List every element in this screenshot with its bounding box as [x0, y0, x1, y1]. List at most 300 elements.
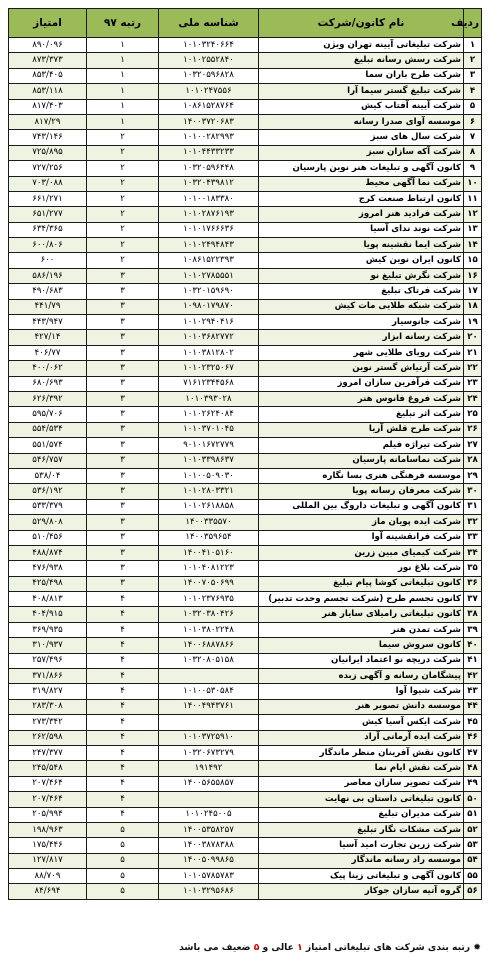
table-row [9, 191, 482, 206]
cell-company-name: کانون تبلیغاتی رامیلای سایار هنر [259, 607, 464, 622]
cell-score: ۵۴۶/۷۵۷ [9, 453, 87, 468]
cell-rank: ۲ [87, 176, 159, 191]
cell-score: ۱۹۸/۹۶۳ [9, 822, 87, 837]
table-row [9, 376, 482, 391]
cell-rank: ۲ [87, 253, 159, 268]
cell-row-number: ۱۱ [464, 191, 482, 206]
cell-national-id: ۱۴۰۰۵۳۵۸۲۵۷ [159, 822, 259, 837]
cell-rank: ۱ [87, 53, 159, 68]
cell-national-id: ۱۴۰۰۶۸۸۷۸۶۶ [159, 638, 259, 653]
cell-row-number: ۱۲ [464, 207, 482, 222]
cell-rank: ۳ [87, 391, 159, 406]
cell-row-number: ۱۳ [464, 222, 482, 237]
header-row-number: ردیف [464, 9, 482, 38]
cell-national-id: ۱۴۰۰۳۷۲۰۶۸۳ [159, 114, 259, 129]
cell-rank: ۱ [87, 114, 159, 129]
cell-rank: ۳ [87, 422, 159, 437]
table-row [9, 884, 482, 899]
cell-company-name: شرکت طرح قلش آریا [259, 422, 464, 437]
cell-rank: ۴ [87, 715, 159, 730]
header-national-id: شناسه ملی [159, 9, 259, 38]
cell-row-number: ۳۸ [464, 607, 482, 622]
table-row [9, 68, 482, 83]
cell-rank: ۱ [87, 84, 159, 99]
table-row [9, 807, 482, 822]
footnote-best-value: ۱ [297, 942, 303, 953]
cell-company-name: شرکت فروغ فانوس هنر [259, 391, 464, 406]
table-row [9, 176, 482, 191]
cell-rank: ۴ [87, 669, 159, 684]
cell-row-number: ۲۶ [464, 422, 482, 437]
cell-score: ۵۹۵/۷۰۶ [9, 407, 87, 422]
cell-row-number: ۱۹ [464, 315, 482, 330]
cell-score: ۴۹۰/۶۸۳ [9, 284, 87, 299]
cell-rank: ۴ [87, 592, 159, 607]
cell-rank: ۲ [87, 207, 159, 222]
cell-national-id: ۱۹۱۴۹۲ [159, 761, 259, 776]
cell-rank: ۵ [87, 869, 159, 884]
cell-company-name: شرکت ایما نقشینه پویا [259, 238, 464, 253]
cell-row-number: ۳۹ [464, 622, 482, 637]
cell-national-id: ۱۴۰۰۳۳۵۵۷۰ [159, 515, 259, 530]
cell-rank: ۲ [87, 145, 159, 160]
table-row [9, 238, 482, 253]
table-row [9, 222, 482, 237]
cell-national-id: ۱۰۱۰۳۶۸۲۷۷۲ [159, 330, 259, 345]
cell-score: ۶۶۱/۲۷۱ [9, 191, 87, 206]
cell-company-name: کانون آگهی و تبلیغات داروگ بین المللی [259, 499, 464, 514]
table-row [9, 669, 482, 684]
cell-row-number: ۸ [464, 145, 482, 160]
cell-rank: ۴ [87, 761, 159, 776]
table-row [9, 776, 482, 791]
cell-national-id: ۱۰۱۰۲۹۴۰۴۱۶ [159, 315, 259, 330]
cell-rank: ۱ [87, 68, 159, 83]
cell-score: ۸۵۳/۴۰۵ [9, 68, 87, 83]
cell-row-number: ۴۶ [464, 730, 482, 745]
cell-company-name: شرکت آکه سازان سبز [259, 145, 464, 160]
cell-score: ۷۰۳/۰۸۸ [9, 176, 87, 191]
cell-row-number: ۱۷ [464, 284, 482, 299]
cell-rank: ۳ [87, 345, 159, 360]
table-row [9, 622, 482, 637]
cell-national-id: ۱۴۰۰۳۵۹۶۵۴ [159, 530, 259, 545]
table-row [9, 253, 482, 268]
cell-company-name: گروه آتیه سازان جوکار [259, 884, 464, 899]
table-row [9, 453, 482, 468]
cell-row-number: ۱۸ [464, 299, 482, 314]
cell-score: ۵۵۴/۵۳۴ [9, 422, 87, 437]
cell-national-id: ۱۴۰۰۵۶۵۵۸۵۷ [159, 776, 259, 791]
cell-rank: ۴ [87, 653, 159, 668]
footnote-prefix: ✹ رتبه بندی شرکت های تبلیغاتی امتیاز [302, 942, 481, 953]
table-row [9, 315, 482, 330]
cell-rank: ۴ [87, 607, 159, 622]
cell-rank: ۳ [87, 561, 159, 576]
cell-rank: ۲ [87, 222, 159, 237]
table-row [9, 330, 482, 345]
cell-national-id: ۱۰۱۰۲۶۲۴۰۸۴ [159, 407, 259, 422]
cell-score: ۴۰۸/۸۱۳ [9, 592, 87, 607]
cell-row-number: ۳ [464, 68, 482, 83]
cell-row-number: ۴ [464, 84, 482, 99]
cell-rank: ۳ [87, 268, 159, 283]
cell-national-id: ۱۰۳۲۰۸۰۵۱۵۸ [159, 653, 259, 668]
cell-national-id: ۱۰۱۰۰۵۳۰۵۸۴ [159, 684, 259, 699]
cell-row-number: ۵۰ [464, 792, 482, 807]
cell-rank: ۴ [87, 730, 159, 745]
cell-row-number: ۲۹ [464, 468, 482, 483]
footnote-suffix: ضعیف می باشد [179, 942, 254, 953]
cell-national-id: ۱۰۱۰۴۴۳۳۲۳۳ [159, 145, 259, 160]
cell-rank: ۴ [87, 622, 159, 637]
table-row [9, 822, 482, 837]
cell-company-name: کانون تبلیغاتی کوشا پیام تبلیغ [259, 576, 464, 591]
cell-company-name: شرکت آرتیاش گستر نوین [259, 361, 464, 376]
table-row [9, 422, 482, 437]
cell-rank: ۵ [87, 838, 159, 853]
cell-national-id: ۱۰۳۲۰۵۹۶۸۲۸ [159, 68, 259, 83]
cell-national-id: ۱۰۱۰۱۷۶۶۶۳۶ [159, 222, 259, 237]
cell-row-number: ۲ [464, 53, 482, 68]
table-row [9, 299, 482, 314]
cell-national-id: ۱۰۱۰۰۱۸۳۳۸۰ [159, 191, 259, 206]
cell-company-name: شرکت نما آگهی محیط [259, 176, 464, 191]
table-row [9, 715, 482, 730]
cell-row-number: ۴۸ [464, 761, 482, 776]
cell-row-number: ۵۱ [464, 807, 482, 822]
cell-national-id: ۱۰۱۰۳۸۱۲۸۰۲ [159, 345, 259, 360]
cell-company-name: شرکت تبلیغ گستر سیما آرا [259, 84, 464, 99]
cell-company-name: شرکت فرآفرین سازان امروز [259, 376, 464, 391]
cell-rank: ۲ [87, 238, 159, 253]
cell-company-name: شرکت تصویر سازان معاصر [259, 776, 464, 791]
cell-national-id: ۱۴۰۰۴۱۰۵۱۶۰ [159, 545, 259, 560]
cell-company-name: کانون آگهی و تبلیغاتی زینا پیک [259, 869, 464, 884]
cell-national-id: ۱۰۱۰۳۲۴۰۶۶۴ [159, 38, 259, 53]
cell-score: ۷۲۷/۲۵۶ [9, 161, 87, 176]
cell-national-id: ۱۰۱۰۲۳۲۵۰۶۷ [159, 361, 259, 376]
cell-company-name: شرکت رسش رسانه تبلیغ [259, 53, 464, 68]
table-row [9, 38, 482, 53]
table-row [9, 114, 482, 129]
cell-company-name: کانون نقش آفرینان منظر ماندگار [259, 745, 464, 760]
cell-score: ۷۴۳/۱۴۶ [9, 130, 87, 145]
cell-rank: ۳ [87, 499, 159, 514]
cell-national-id: ۱۰۱۰۲۶۱۸۸۵۸ [159, 499, 259, 514]
cell-national-id: ۱۴۰۰۵۰۹۹۸۶۵ [159, 853, 259, 868]
cell-score: ۲۵۷/۴۹۶ [9, 653, 87, 668]
cell-rank: ۵ [87, 884, 159, 899]
table-row [9, 853, 482, 868]
ranking-table [8, 8, 482, 900]
table-row [9, 838, 482, 853]
cell-national-id [159, 792, 259, 807]
cell-national-id: ۱۰۸۶۱۵۲۲۳۹۳ [159, 253, 259, 268]
cell-national-id [159, 669, 259, 684]
cell-national-id: ۱۰۱۰۲۳۷۶۹۳۵ [159, 592, 259, 607]
cell-score: ۵۳۶/۱۹۲ [9, 484, 87, 499]
cell-score: ۶۳۴/۳۶۵ [9, 222, 87, 237]
cell-national-id: ۱۰۱۰۲۵۵۲۸۴۰ [159, 53, 259, 68]
cell-company-name: شرکت رویای طلایی شهر [259, 345, 464, 360]
table-row [9, 207, 482, 222]
cell-rank: ۳ [87, 315, 159, 330]
cell-national-id: ۱۰۱۰۳۲۹۵۶۸۶ [159, 884, 259, 899]
cell-row-number: ۳۲ [464, 515, 482, 530]
cell-rank: ۳ [87, 453, 159, 468]
cell-rank: ۳ [87, 576, 159, 591]
table-row [9, 592, 482, 607]
cell-national-id: ۱۰۱۰۲۸۷۶۱۹۳ [159, 207, 259, 222]
cell-row-number: ۱۵ [464, 253, 482, 268]
cell-score: ۴۸۸/۸۷۴ [9, 545, 87, 560]
cell-rank: ۳ [87, 361, 159, 376]
cell-score: ۴۴۳/۹۴۷ [9, 315, 87, 330]
cell-row-number: ۲۳ [464, 376, 482, 391]
cell-row-number: ۴۳ [464, 684, 482, 699]
cell-score: ۳۱۹/۸۲۷ [9, 684, 87, 699]
table-row [9, 869, 482, 884]
table-row [9, 438, 482, 453]
header-company-name: نام کانون/شرکت [259, 9, 464, 38]
cell-rank: ۳ [87, 484, 159, 499]
cell-row-number: ۴۲ [464, 669, 482, 684]
table-row [9, 515, 482, 530]
table-row [9, 99, 482, 114]
cell-row-number: ۱ [464, 38, 482, 53]
table-row [9, 391, 482, 406]
cell-row-number: ۴۴ [464, 699, 482, 714]
table-row [9, 361, 482, 376]
cell-row-number: ۶ [464, 114, 482, 129]
cell-row-number: ۵ [464, 99, 482, 114]
cell-rank: ۳ [87, 438, 159, 453]
cell-national-id: ۱۰۱۰۰۲۸۲۹۹۳ [159, 130, 259, 145]
cell-rank: ۳ [87, 376, 159, 391]
cell-national-id: ۱۰۱۰۴۰۸۱۲۲۳ [159, 561, 259, 576]
table-row [9, 268, 482, 283]
cell-national-id: ۱۰۳۲۰۶۷۳۲۷۹ [159, 745, 259, 760]
cell-score: ۲۶۲/۵۹۸ [9, 730, 87, 745]
cell-national-id: ۱۰۱۰۳۹۳۰۲۸ [159, 391, 259, 406]
cell-score: ۴۰۰/۰۶۲ [9, 361, 87, 376]
table-row [9, 499, 482, 514]
cell-score: ۱۲۷/۸۱۷ [9, 853, 87, 868]
cell-national-id: ۱۰۱۰۲۸۰۳۳۲۱ [159, 484, 259, 499]
cell-company-name: شرکت ایکس آسیا کیش [259, 715, 464, 730]
cell-national-id: ۱۰۳۲۰۳۸۰۴۲۶ [159, 607, 259, 622]
cell-score: ۴۰۶/۷۷ [9, 345, 87, 360]
table-row [9, 484, 482, 499]
cell-rank: ۳ [87, 284, 159, 299]
table-row [9, 638, 482, 653]
cell-row-number: ۳۰ [464, 484, 482, 499]
cell-rank: ۲ [87, 161, 159, 176]
cell-national-id: ۱۰۱۰۲۴۷۵۵۶ [159, 84, 259, 99]
cell-score: ۲۸۳/۳۰۸ [9, 699, 87, 714]
cell-rank: ۴ [87, 745, 159, 760]
cell-score: ۶۵۱/۲۷۷ [9, 207, 87, 222]
cell-rank: ۳ [87, 299, 159, 314]
cell-company-name: شرکت فرادید هنر امروز [259, 207, 464, 222]
cell-company-name: شرکت نوند ندای آسیا [259, 222, 464, 237]
footnote [8, 942, 481, 953]
cell-score: ۲۰۷/۴۶۴ [9, 776, 87, 791]
cell-national-id: ۱۴۰۰۷۰۵۰۶۹۹ [159, 576, 259, 591]
cell-national-id: ۹۰۱۰۱۶۷۲۷۷۹ [159, 438, 259, 453]
cell-score: ۲۷۳/۳۴۲ [9, 715, 87, 730]
cell-row-number: ۱۰ [464, 176, 482, 191]
cell-national-id: ۱۰۱۰۳۸۰۲۲۴۸ [159, 622, 259, 637]
cell-company-name: شرکت جانوسیار [259, 315, 464, 330]
table-row [9, 161, 482, 176]
cell-national-id: ۱۰۱۰۲۴۵۰۰۵ [159, 807, 259, 822]
cell-rank: ۳ [87, 530, 159, 545]
cell-company-name: شرکت سال های سبز [259, 130, 464, 145]
header-score: امتیاز [9, 9, 87, 38]
cell-rank: ۵ [87, 822, 159, 837]
cell-company-name: شرکت تمدن هنر [259, 622, 464, 637]
header-rank: رتبه ۹۷ [87, 9, 159, 38]
cell-score: ۳۶۹/۹۳۵ [9, 622, 87, 637]
cell-row-number: ۵۴ [464, 853, 482, 868]
cell-company-name: شرکت اثر تبلیغ [259, 407, 464, 422]
cell-score: ۶۸۰/۶۹۳ [9, 376, 87, 391]
cell-row-number: ۳۷ [464, 592, 482, 607]
cell-row-number: ۴۷ [464, 745, 482, 760]
cell-row-number: ۳۱ [464, 499, 482, 514]
cell-row-number: ۲۰ [464, 330, 482, 345]
cell-national-id: ۱۰۳۲۰۱۵۹۶۹۰ [159, 284, 259, 299]
cell-company-name: کانون تجسم طرح (شرکت تجسم وحدت تدبیر) [259, 592, 464, 607]
cell-score: ۶۰۰/۸۰۶ [9, 238, 87, 253]
cell-national-id: ۱۰۳۲۰۴۳۹۸۱۲ [159, 176, 259, 191]
cell-row-number: ۹ [464, 161, 482, 176]
cell-rank: ۳ [87, 515, 159, 530]
cell-company-name: شرکت نقش ایام نما [259, 761, 464, 776]
cell-rank: ۳ [87, 330, 159, 345]
cell-row-number: ۲۲ [464, 361, 482, 376]
cell-national-id: ۱۰۱۰۵۷۸۵۷۸۳ [159, 869, 259, 884]
cell-score: ۸۵۳/۱۱۸ [9, 84, 87, 99]
cell-rank: ۴ [87, 792, 159, 807]
cell-row-number: ۳۶ [464, 576, 482, 591]
cell-national-id: ۱۰۱۰۲۴۹۴۸۴۳ [159, 238, 259, 253]
cell-rank: ۳ [87, 545, 159, 560]
cell-company-name: شرکت تیراژه فیلم [259, 438, 464, 453]
cell-score: ۲۴۷/۳۷۷ [9, 745, 87, 760]
cell-row-number: ۳۳ [464, 530, 482, 545]
cell-company-name: شرکت شیوا آوا [259, 684, 464, 699]
cell-row-number: ۲۴ [464, 391, 482, 406]
footnote-middle: عالی و [259, 942, 298, 953]
cell-score: ۱۷۵/۴۴۶ [9, 838, 87, 853]
cell-national-id: ۱۰۱۰۳۳۹۸۶۳۷ [159, 453, 259, 468]
cell-company-name: شرکت فرانقشینه آوا [259, 530, 464, 545]
cell-national-id: ۱۴۰۰۳۸۷۸۳۸۸ [159, 838, 259, 853]
cell-company-name: شرکت ایده آرمانی آراد [259, 730, 464, 745]
cell-score: ۵۳۸/۰۴ [9, 468, 87, 483]
table-body [9, 38, 482, 900]
cell-score: ۶۲۶/۳۹۲ [9, 391, 87, 406]
table-row [9, 745, 482, 760]
table-row [9, 407, 482, 422]
cell-company-name: شرکت طرح باران سما [259, 68, 464, 83]
cell-row-number: ۲۷ [464, 438, 482, 453]
cell-score: ۸۱۷/۴۰۳ [9, 99, 87, 114]
cell-company-name: کانون ایران نوین کیش [259, 253, 464, 268]
table-row [9, 684, 482, 699]
cell-company-name: شرکت نماسامانه پارسیان [259, 453, 464, 468]
cell-company-name: شرکت مشکات نگار تبلیغ [259, 822, 464, 837]
cell-national-id: ۱۰۹۸۰۱۷۹۸۷۰ [159, 299, 259, 314]
cell-rank: ۱ [87, 99, 159, 114]
table-row [9, 53, 482, 68]
cell-rank: ۴ [87, 807, 159, 822]
cell-company-name: کانون آگهی و تبلیغات هنر نوین پارسیان [259, 161, 464, 176]
table-row [9, 607, 482, 622]
cell-company-name: کانون تبلیغاتی داستان بی نهایت [259, 792, 464, 807]
cell-rank: ۲ [87, 130, 159, 145]
cell-company-name: شرکت فرتاک تبلیغ [259, 284, 464, 299]
cell-national-id: ۱۴۰۰۴۹۴۳۷۶۱ [159, 699, 259, 714]
cell-national-id: ۱۰۱۰۳۷۰۱۰۴۵ [159, 422, 259, 437]
cell-row-number: ۲۸ [464, 453, 482, 468]
cell-row-number: ۲۵ [464, 407, 482, 422]
cell-rank: ۲ [87, 191, 159, 206]
cell-row-number: ۴۰ [464, 638, 482, 653]
cell-row-number: ۴۵ [464, 715, 482, 730]
table-row [9, 130, 482, 145]
cell-row-number: ۱۶ [464, 268, 482, 283]
cell-score: ۴۰۴/۹۱۵ [9, 607, 87, 622]
cell-score: ۲۴۵/۵۴۸ [9, 761, 87, 776]
table-row [9, 561, 482, 576]
cell-rank: ۱ [87, 38, 159, 53]
table-row [9, 284, 482, 299]
cell-row-number: ۵۲ [464, 822, 482, 837]
cell-rank: ۵ [87, 853, 159, 868]
cell-company-name: شرکت نگرش تبلیغ نو [259, 268, 464, 283]
cell-score: ۳۱۰/۹۳۷ [9, 638, 87, 653]
table-row [9, 145, 482, 160]
table-row [9, 792, 482, 807]
cell-national-id [159, 715, 259, 730]
cell-row-number: ۲۱ [464, 345, 482, 360]
cell-score: ۴۴۱/۷۹ [9, 299, 87, 314]
cell-score: ۴۲۵/۴۹۸ [9, 576, 87, 591]
cell-score: ۵۲۹/۸۰۸ [9, 515, 87, 530]
cell-row-number: ۴۹ [464, 776, 482, 791]
cell-company-name: شرکت معرفان رسانه پویا [259, 484, 464, 499]
cell-national-id: ۱۰۱۰۲۷۸۵۵۵۱ [159, 268, 259, 283]
cell-company-name: شرکت ایده پویان ماز [259, 515, 464, 530]
table-row [9, 699, 482, 714]
cell-rank: ۳ [87, 407, 159, 422]
table-row [9, 345, 482, 360]
table-header-row [9, 9, 482, 38]
cell-score: ۴۷۶/۹۳۸ [9, 561, 87, 576]
cell-company-name: شرکت مدیران تبلیغ [259, 807, 464, 822]
cell-company-name: موسسه آوای صدرا رسانه [259, 114, 464, 129]
cell-score: ۷۲۵/۸۹۵ [9, 145, 87, 160]
cell-company-name: موسسه فرهنگی هنری بسا نگاره [259, 468, 464, 483]
cell-company-name: شرکت آیینه آفتاب کیش [259, 99, 464, 114]
cell-rank: ۴ [87, 684, 159, 699]
cell-score: ۸۷۳/۳۷۳ [9, 53, 87, 68]
cell-national-id: ۱۰۳۲۰۵۹۶۴۴۸ [159, 161, 259, 176]
